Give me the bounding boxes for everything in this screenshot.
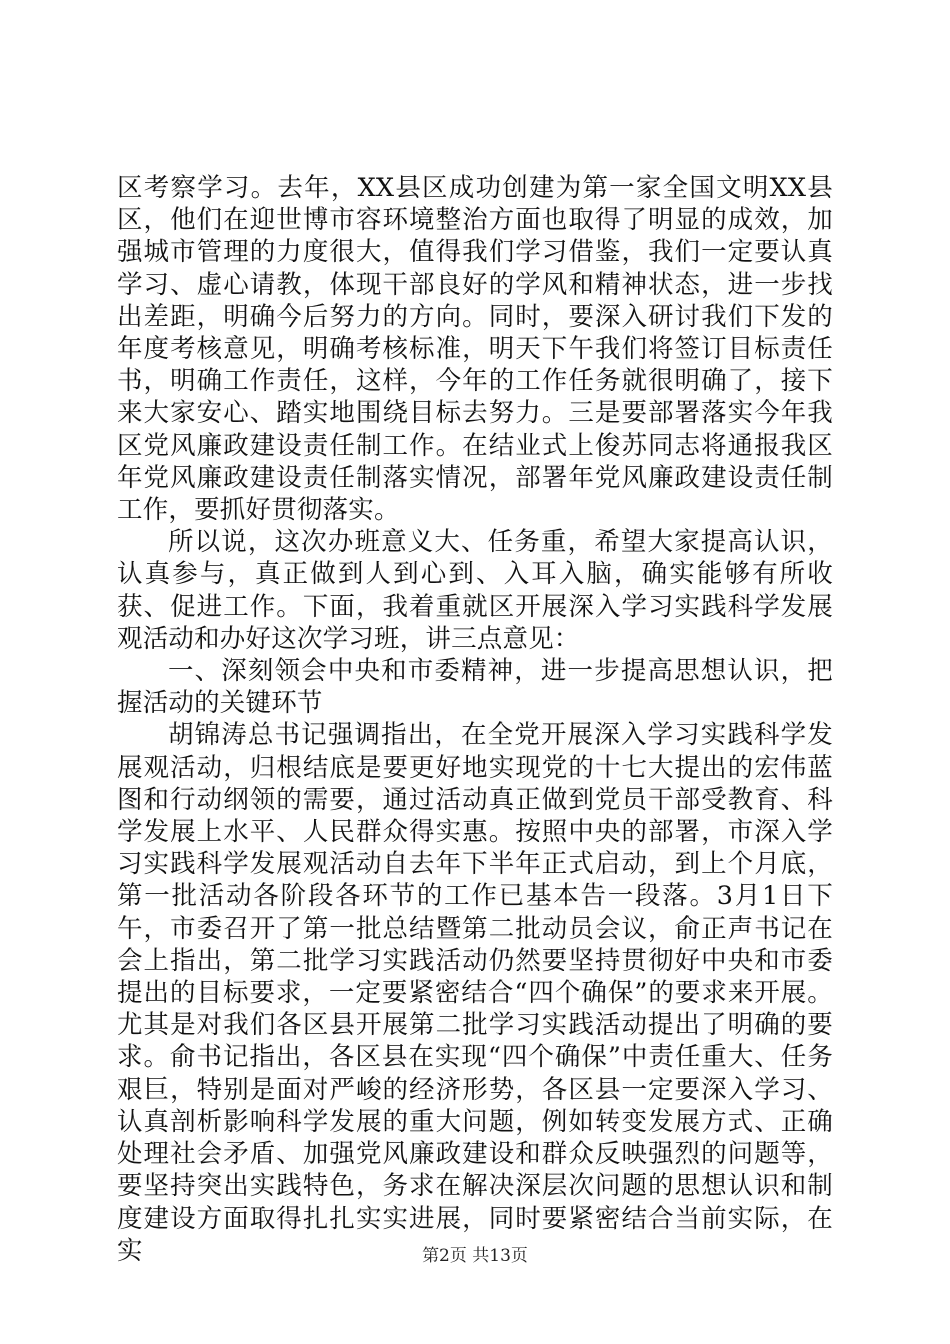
page-footer bbox=[0, 1245, 950, 1267]
page-number: 第2页 共13页 bbox=[422, 1246, 528, 1266]
paragraph-main: 胡锦涛总书记强调指出，在全党开展深入学习实践科学发展观活动，归根结底是要更好地实现党的十七大提出的宏伟蓝图和行动纲领的需要，通过活动真正做到党员干部受教育、科学发展上水平、人民群众得实惠。按照中央的部署，市深入学习实践科学发展观活动自去年下半年正式启动，到上个月底，第一批活动各阶段各环节的工作已基本告一段落。3月1日下午，市委召开了第一批总结暨第二批动员会议，俞正声书记在会上指出，第二批学习实践活动仍然要坚持贯彻好中央和市委提出的目标要求，一定要紧密结合“四个确保”的要求来开展。尤其是对我们各区县开展第二批学习实践活动提出了明确的要求。俞书记指出，各区县在实现“四个确保”中责任重大、任务艰巨，特别是面对严峻的经济形势，各区县一定要深入学习、认真剖析影响科学发展的重大问题，例如转变发展方式、正确处理社会矛盾、加强党风廉政建设和群众反映强烈的问题等，要坚持突出实践特色，务求在解决深层次问题的思想认识和制度建设方面取得扎扎实实进展，同时要紧密结合当前实际，在实 bbox=[117, 720, 833, 1266]
section-heading: 一、深刻领会中央和市委精神，进一步提高思想认识，把握活动的关键环节 bbox=[117, 656, 833, 719]
paragraph-continuation: 区考察学习。去年，XX县区成功创建为第一家全国文明XX县区，他们在迎世博市容环境整治方面也取得了明显的成效，加强城市管理的力度很大，值得我们学习借鉴，我们一定要认真学习、虚心请教，体现干部良好的学风和精神状态，进一步找出差距，明确今后努力的方向。同时，要深入研讨我们下发的年度考核意见，明确考核标准，明天下午我们将签订目标责任书，明确工作责任，这样，今年的工作任务就很明确了，接下来大家安心、踏实地围绕目标去努力。三是要部署落实今年我区党风廉政建设责任制工作。在结业式上俊苏同志将通报我区年党风廉政建设责任制落实情况，部署年党风廉政建设责任制工作，要抓好贯彻落实。 bbox=[117, 173, 833, 526]
paragraph-summary: 所以说，这次办班意义大、任务重，希望大家提高认识，认真参与，真正做到人到心到、入耳入脑，确实能够有所收获、促进工作。下面，我着重就区开展深入学习实践科学发展观活动和办好这次学习班，讲三点意见： bbox=[117, 527, 833, 654]
document-body bbox=[117, 172, 833, 1267]
